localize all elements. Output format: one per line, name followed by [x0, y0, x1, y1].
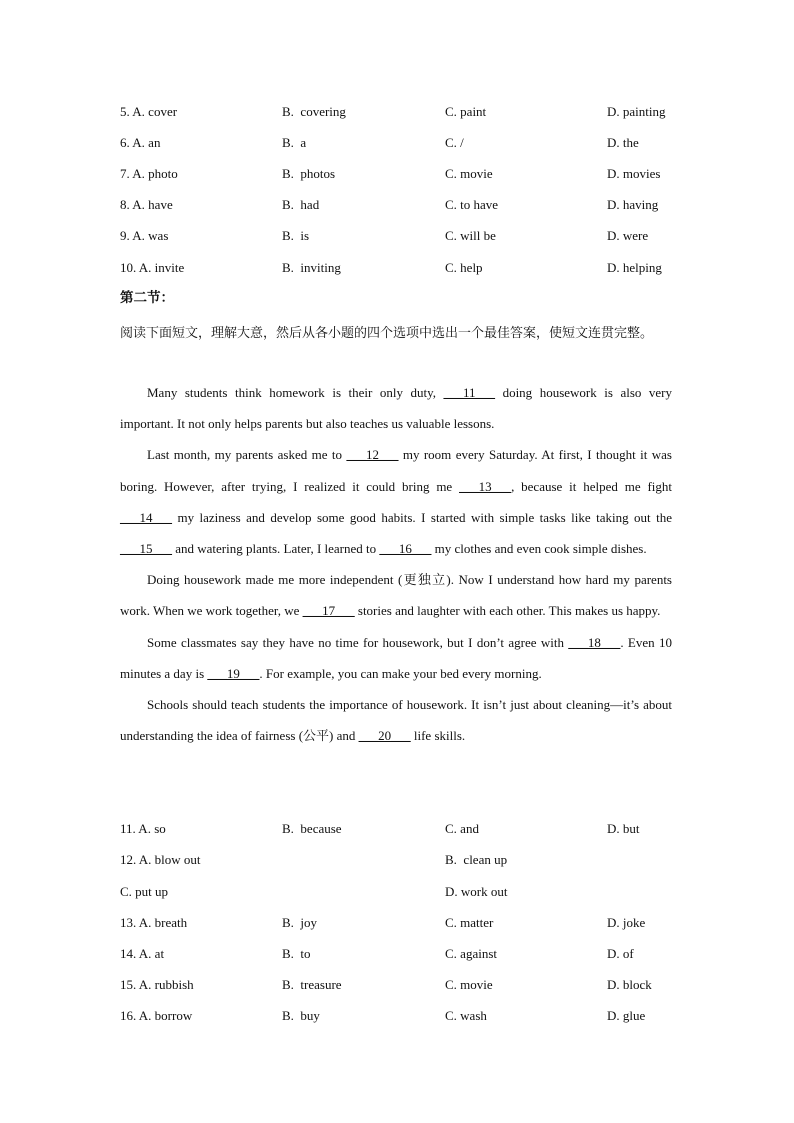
option-d: D. painting — [607, 104, 666, 119]
option-b: B. treasure — [282, 977, 342, 992]
option-d: D. movies — [607, 166, 661, 181]
blank-20: ___20___ — [358, 728, 411, 744]
option-b: B. is — [282, 228, 310, 243]
option-a: 9. A. was — [120, 228, 169, 243]
option-row-15 — [0, 975, 794, 995]
passage-text: . Even 10 minutes a day is — [120, 634, 672, 681]
blank-12: ___12___ — [346, 447, 399, 463]
option-a: 16. A. borrow — [120, 1008, 193, 1023]
blank-19: ___19___ — [207, 665, 260, 681]
passage-text: Schools should teach students the importance of housework. It isn’t just about cleaning—it’s about understanding the idea of fairness (公平) and — [120, 697, 672, 744]
blank-13: ___13___ — [459, 478, 512, 494]
option-row-12-cont — [0, 882, 794, 902]
passage-text: Last month, my parents asked me to — [147, 447, 347, 463]
option-a: 15. A. rubbish — [120, 977, 194, 992]
option-c: C. and — [445, 821, 479, 836]
option-c: C. wash — [445, 1008, 487, 1023]
option-c: C. to have — [445, 197, 499, 212]
blank-14: ___14___ — [120, 509, 172, 525]
option-c: C. help — [445, 260, 483, 275]
blank-15: ___15___ — [120, 541, 172, 557]
blank-16: ___16___ — [379, 541, 432, 557]
option-c: C. movie — [445, 977, 493, 992]
option-b: B. inviting — [282, 260, 341, 275]
option-b: B. covering — [282, 104, 346, 119]
passage-text: my room every Saturday. At first, I thought it was boring. However, after trying, I realized it could bring me — [120, 447, 672, 494]
blank-17: ___17___ — [302, 603, 355, 619]
option-c: C. matter — [445, 915, 494, 930]
option-d: D. the — [607, 135, 639, 150]
option-d: D. joke — [607, 915, 646, 930]
section-heading: 第二节： — [120, 290, 174, 306]
option-row-5 — [0, 102, 794, 122]
option-d: D. helping — [607, 260, 662, 275]
option-a: 8. A. have — [120, 197, 173, 212]
passage-text: Many students think homework is their only duty, — [147, 385, 444, 400]
option-c: C. paint — [445, 104, 487, 119]
option-d: D. block — [607, 977, 652, 992]
passage-text: , because it helped me fight — [511, 478, 673, 494]
passage-text: my clothes and even cook simple dishes. — [431, 541, 647, 557]
option-b: B. photos — [282, 166, 336, 181]
option-c: C. put up — [120, 884, 169, 899]
option-row-14 — [0, 944, 794, 964]
option-a: 10. A. invite — [120, 260, 185, 275]
option-a: 7. A. photo — [120, 166, 178, 181]
option-row-9 — [0, 226, 794, 246]
passage — [120, 377, 672, 751]
option-d: D. having — [607, 197, 659, 212]
option-d: D. were — [607, 228, 649, 243]
option-b: B. joy — [282, 915, 318, 930]
blank-18: ___18___ — [568, 634, 621, 650]
option-c: C. against — [445, 946, 497, 961]
option-b: B. had — [282, 197, 320, 212]
section-instruction: 阅读下面短文，理解大意，然后从各小题的四个选项中选出一个最佳答案，使短文连贯完整。 — [120, 326, 654, 341]
option-b: B. a — [282, 135, 307, 150]
option-a: 6. A. an — [120, 135, 161, 150]
passage-paragraph-1 — [120, 377, 672, 439]
option-row-6 — [0, 133, 794, 153]
option-b: B. because — [282, 821, 342, 836]
option-d: D. but — [607, 821, 640, 836]
option-row-11 — [0, 819, 794, 839]
passage-paragraph-3 — [120, 564, 672, 626]
option-row-13 — [0, 913, 794, 933]
option-a: 13. A. breath — [120, 915, 188, 930]
passage-text: . For example, you can make your bed every morning. — [259, 665, 542, 681]
option-row-12 — [0, 850, 794, 870]
option-row-8 — [0, 195, 794, 215]
passage-paragraph-5 — [120, 689, 672, 751]
passage-text: Doing housework made me more independent (更独立). Now I understand how hard my parents work. When we work together, we — [120, 572, 672, 619]
option-d: D. work out — [445, 884, 508, 899]
option-c: C. / — [445, 135, 464, 150]
passage-paragraph-2 — [120, 439, 672, 564]
option-a: 12. A. blow out — [120, 852, 201, 867]
passage-text: Some classmates say they have no time for housework, but I don’t agree with — [147, 634, 569, 650]
option-row-16 — [0, 1006, 794, 1026]
passage-text: doing housework is also very important. It not only helps parents but also teaches us valuable lessons. — [120, 385, 672, 432]
option-row-10 — [0, 258, 794, 278]
option-c: C. will be — [445, 228, 496, 243]
option-b: B. to — [282, 946, 311, 961]
option-row-7 — [0, 164, 794, 184]
passage-paragraph-4 — [120, 627, 672, 689]
option-b: B. buy — [282, 1008, 320, 1023]
option-a: 14. A. at — [120, 946, 165, 961]
option-c: C. movie — [445, 166, 493, 181]
option-a: 5. A. cover — [120, 104, 178, 119]
passage-text: and watering plants. Later, I learned to — [172, 541, 380, 557]
passage-text: my laziness and develop some good habits. I started with simple tasks like taking out the — [172, 509, 672, 525]
option-a: 11. A. so — [120, 821, 166, 836]
option-d: D. of — [607, 946, 634, 961]
option-b: B. clean up — [445, 852, 508, 867]
passage-text: life skills. — [410, 728, 466, 744]
passage-text: stories and laughter with each other. This makes us happy. — [354, 603, 661, 619]
option-d: D. glue — [607, 1008, 646, 1023]
blank-11: ___11___ — [443, 385, 496, 400]
